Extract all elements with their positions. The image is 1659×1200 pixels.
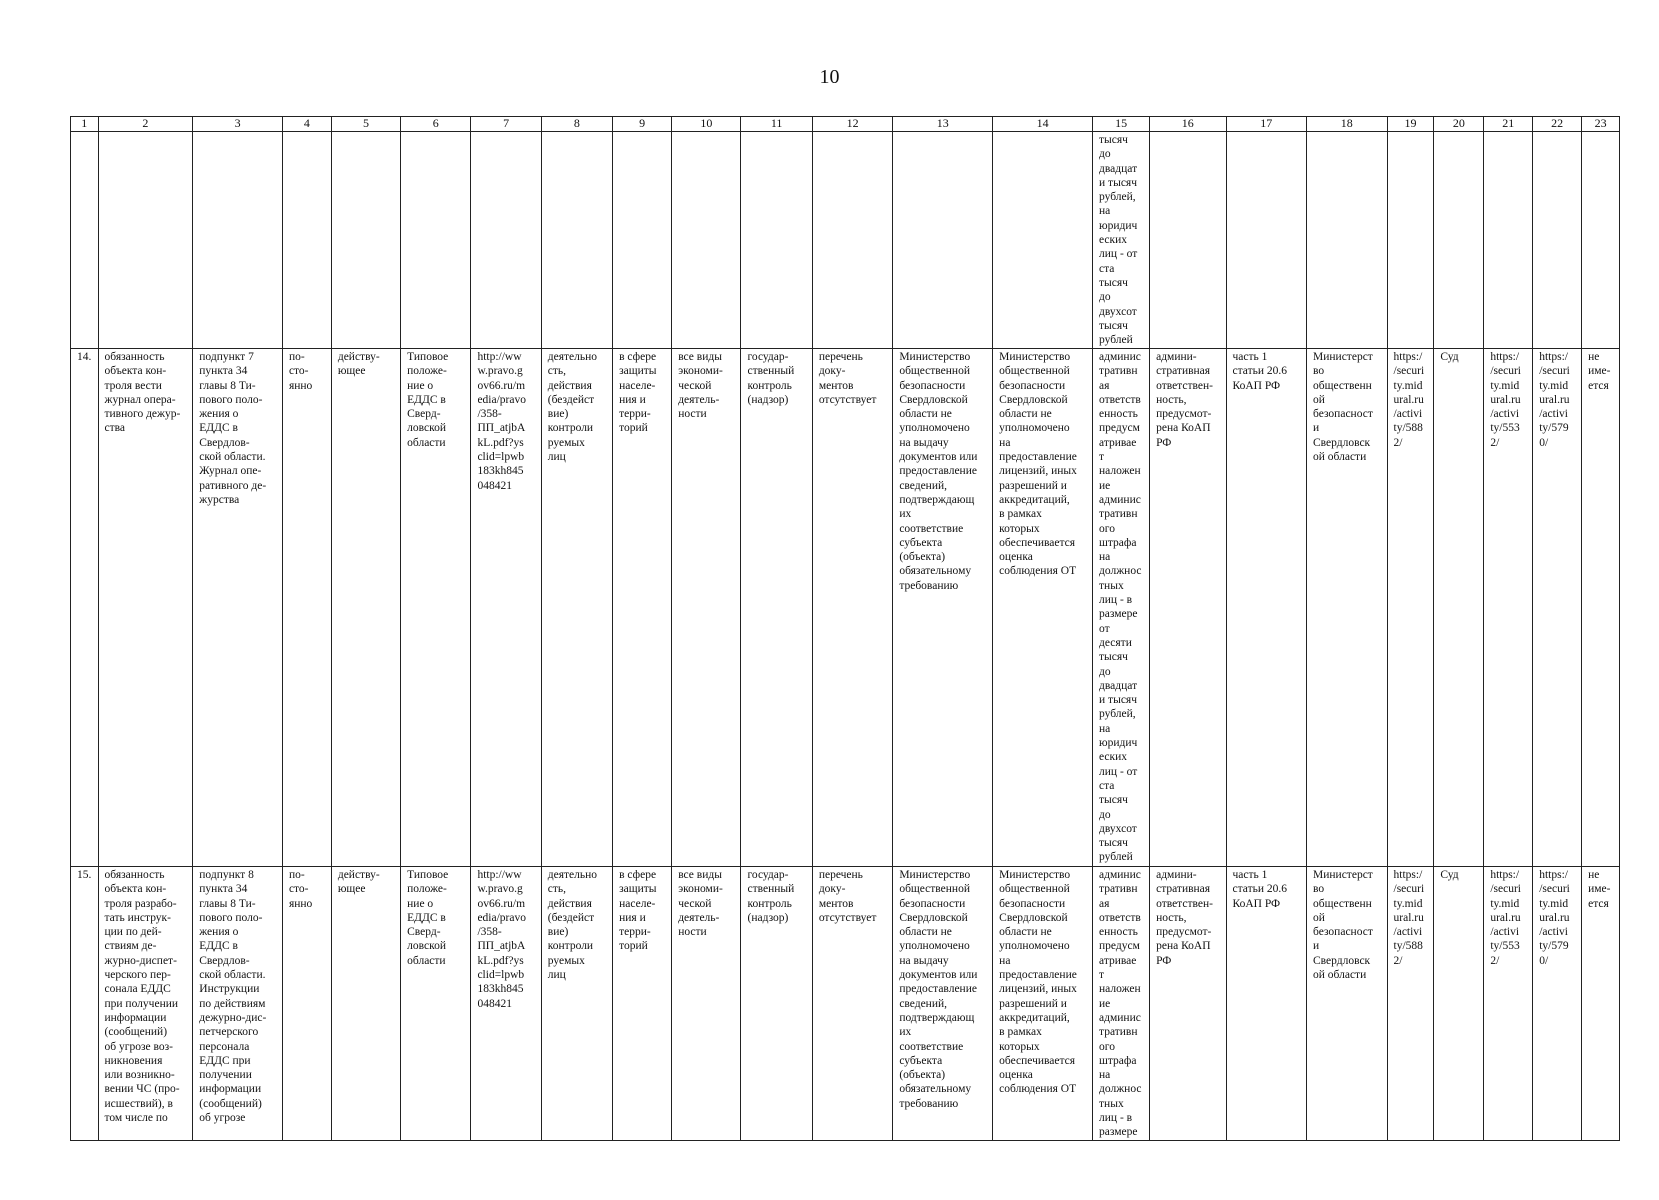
penalty-cell (1093, 867, 1150, 1141)
column-number: 19 (1387, 117, 1434, 132)
column-number-row (71, 117, 1620, 132)
table-cell (1387, 132, 1434, 349)
table-cell (282, 132, 331, 349)
table-cell (1150, 132, 1226, 349)
table-cell (893, 132, 993, 349)
court-cell (1434, 349, 1484, 867)
column-number: 8 (541, 117, 612, 132)
note-cell (1582, 867, 1620, 1141)
row-number-text: 14. (77, 351, 92, 363)
table-cell (71, 132, 99, 349)
penalty-text: тысяч до двадцат и тысяч рублей, на юридич еских лиц - от ста тысяч до двухсот тысяч рублей (1099, 134, 1138, 347)
row-number-text: 15. (77, 869, 92, 881)
table-cell (541, 132, 612, 349)
liability-text: админи- стративная ответствен- ность, предусмот- рена КоАП РФ (1156, 351, 1213, 449)
control-type-text: государ- ственный контроль (надзор) (747, 351, 795, 406)
table-cell (1582, 132, 1620, 349)
table-cell (1533, 132, 1582, 349)
table-cell (1093, 132, 1150, 349)
authority-cell (1307, 349, 1388, 867)
column-number: 15 (1093, 117, 1150, 132)
table-cell (1307, 132, 1388, 349)
subject-text: деятельно сть, действия (бездейст вие) контроли руемых лиц (547, 351, 598, 464)
liability-cell (1150, 867, 1226, 1141)
column-number: 1 (71, 117, 99, 132)
penalty-cell (1093, 349, 1150, 867)
link-cell (1387, 349, 1434, 867)
status-cell (331, 867, 400, 1141)
documents-text: перечень доку- ментов отсутствует (818, 351, 877, 406)
licensing-cell (993, 867, 1093, 1141)
documents-cell (812, 867, 893, 1141)
column-number: 5 (331, 117, 400, 132)
authority-text: Министерст во общественн ой безопасност и Свердловск ой области (1313, 869, 1373, 982)
table-row (71, 867, 1620, 1141)
periodicity-text: по- сто- янно (288, 869, 313, 910)
column-number: 7 (471, 117, 541, 132)
control-type-cell (741, 867, 812, 1141)
page-number: 10 (819, 66, 840, 88)
table-cell (471, 132, 541, 349)
column-number: 12 (812, 117, 893, 132)
guidance-link[interactable]: https:/ /securi ty.mid ural.ru /activi ty/588 2/ (1393, 351, 1425, 449)
table-cell (741, 132, 812, 349)
table-cell (812, 132, 893, 349)
column-number: 18 (1307, 117, 1388, 132)
column-number: 10 (672, 117, 741, 132)
table-cell (98, 132, 193, 349)
legal-reference-cell (193, 867, 283, 1141)
requirement-text: обязанность объекта кон- троля разрабо- тать инструк- ции по дей- ствиям де- журно-диспет- черского пер- сонала ЕДДС при получении информации (сообщений) об угрозе воз- никновения или возникно- вении ЧС (про- исшествий), в том числе по (104, 869, 180, 1125)
article-cell (1226, 349, 1307, 867)
court-cell (1434, 867, 1484, 1141)
penalty-text: админис тративн ая ответств енность предусм атривае т наложен ие админис тративн ого штрафа на должнос тных лиц - в размере от десяти тысяч до двадцат и тысяч рублей, на юридич еских лиц - от ста тысяч до двухсот тысяч рублей (1099, 351, 1142, 864)
column-number: 16 (1150, 117, 1226, 132)
liability-cell (1150, 349, 1226, 867)
table-cell (1434, 132, 1484, 349)
act-name-cell (401, 349, 471, 867)
guidance-link[interactable]: https:/ /securi ty.mid ural.ru /activi ty/579 0/ (1539, 351, 1570, 449)
note-text: не име- ется (1588, 869, 1611, 910)
continuation-row (71, 132, 1620, 349)
article-text: часть 1 статьи 20.6 КоАП РФ (1232, 869, 1288, 910)
periodicity-text: по- сто- янно (288, 351, 313, 392)
table-cell (1226, 132, 1307, 349)
authority-cell (1307, 867, 1388, 1141)
column-number: 23 (1582, 117, 1620, 132)
confirmation-cell (893, 867, 993, 1141)
article-cell (1226, 867, 1307, 1141)
column-number: 14 (993, 117, 1093, 132)
activity-text: все виды экономи- ческой деятель- ности (678, 351, 723, 421)
act-link[interactable]: http://ww w.pravo.g ov66.ru/m edia/pravo /358- ПП_atjbA kL.pdf?ys clid=lpwb 183kh845 048421 (477, 869, 526, 1010)
licensing-cell (993, 349, 1093, 867)
note-text: не име- ется (1588, 351, 1611, 392)
court-text: Суд (1440, 869, 1459, 881)
requirement-cell (98, 349, 193, 867)
licensing-text: Министерство общественной безопасности Свердловской области не уполномочено на предоставление лицензий, иных разрешений и аккредитаций, в рамках которых обеспечивается оценка соблюдения ОТ (999, 869, 1077, 1096)
column-number: 9 (613, 117, 672, 132)
link-cell (1484, 349, 1533, 867)
licensing-text: Министерство общественной безопасности Свердловской области не уполномочено на предоставление лицензий, иных разрешений и аккредитаций, в рамках которых обеспечивается оценка соблюдения ОТ (999, 351, 1077, 578)
article-text: часть 1 статьи 20.6 КоАП РФ (1232, 351, 1288, 392)
column-number: 6 (401, 117, 471, 132)
liability-text: админи- стративная ответствен- ность, предусмот- рена КоАП РФ (1156, 869, 1213, 967)
periodicity-cell (282, 867, 331, 1141)
subject-text: деятельно сть, действия (бездейст вие) контроли руемых лиц (547, 869, 598, 982)
sphere-text: в сфере защиты населе- ния и терри- торий (619, 351, 657, 435)
column-number: 4 (282, 117, 331, 132)
act-link-cell (471, 867, 541, 1141)
status-cell (331, 349, 400, 867)
note-cell (1582, 349, 1620, 867)
legal-reference-cell (193, 349, 283, 867)
guidance-link[interactable]: https:/ /securi ty.mid ural.ru /activi ty/579 0/ (1539, 869, 1570, 967)
table-cell (993, 132, 1093, 349)
activity-cell (672, 867, 741, 1141)
table-cell (331, 132, 400, 349)
table-row (71, 349, 1620, 867)
guidance-link[interactable]: https:/ /securi ty.mid ural.ru /activi ty/553 2/ (1490, 351, 1521, 449)
row-number (71, 867, 99, 1141)
legal-reference-text: подпункт 7 пункта 34 главы 8 Ти- пового поло- жения о ЕДДС в Свердлов- ской области. Журнал опе- ративного де- журства (199, 351, 267, 506)
subject-cell (541, 349, 612, 867)
column-number: 22 (1533, 117, 1582, 132)
link-cell (1533, 349, 1582, 867)
table-cell (613, 132, 672, 349)
column-number: 13 (893, 117, 993, 132)
guidance-link[interactable]: https:/ /securi ty.mid ural.ru /activi ty/588 2/ (1393, 869, 1425, 967)
activity-cell (672, 349, 741, 867)
link-cell (1533, 867, 1582, 1141)
subject-cell (541, 867, 612, 1141)
confirmation-text: Министерство общественной безопасности Свердловской области не уполномочено на выдачу документов или предоставление сведений, подтверждающ их соответствие субъекта (объекта) обязательному требованию (899, 351, 978, 592)
column-number: 17 (1226, 117, 1307, 132)
act-name-text: Типовое положе- ние о ЕДДС в Сверд- ловской области (407, 351, 449, 449)
table-cell (672, 132, 741, 349)
column-number: 11 (741, 117, 812, 132)
table-cell (1484, 132, 1533, 349)
control-type-text: государ- ственный контроль (надзор) (747, 869, 795, 924)
penalty-text: админис тративн ая ответств енность предусм атривае т наложен ие админис тративн ого штрафа на должнос тных лиц - в размере (1099, 869, 1142, 1139)
table-cell (193, 132, 283, 349)
control-type-cell (741, 349, 812, 867)
sphere-text: в сфере защиты населе- ния и терри- торий (619, 869, 657, 953)
activity-text: все виды экономи- ческой деятель- ности (678, 869, 723, 939)
guidance-link[interactable]: https:/ /securi ty.mid ural.ru /activi ty/553 2/ (1490, 869, 1521, 967)
act-name-cell (401, 867, 471, 1141)
legal-reference-text: подпункт 8 пункта 34 главы 8 Ти- пового поло- жения о ЕДДС в Свердлов- ской области. Инструкции по действиям дежурно-дис- петчерского персонала ЕДДС при получении информации (сообщений) об угрозе (199, 869, 267, 1125)
row-number (71, 349, 99, 867)
authority-text: Министерст во общественн ой безопасност и Свердловск ой области (1313, 351, 1373, 464)
act-link[interactable]: http://ww w.pravo.g ov66.ru/m edia/pravo /358- ПП_atjbA kL.pdf?ys clid=lpwb 183kh845 048421 (477, 351, 526, 492)
column-number: 21 (1484, 117, 1533, 132)
status-text: действу- ющее (337, 351, 380, 378)
status-text: действу- ющее (337, 869, 380, 896)
column-number: 2 (98, 117, 193, 132)
sphere-cell (613, 867, 672, 1141)
confirmation-text: Министерство общественной безопасности Свердловской области не уполномочено на выдачу документов или предоставление сведений, подтверждающ их соответствие субъекта (объекта) обязательному требованию (899, 869, 978, 1110)
link-cell (1387, 867, 1434, 1141)
sphere-cell (613, 349, 672, 867)
requirement-cell (98, 867, 193, 1141)
documents-text: перечень доку- ментов отсутствует (818, 869, 877, 924)
act-name-text: Типовое положе- ние о ЕДДС в Сверд- ловской области (407, 869, 449, 967)
column-number: 3 (193, 117, 283, 132)
periodicity-cell (282, 349, 331, 867)
documents-cell (812, 349, 893, 867)
confirmation-cell (893, 349, 993, 867)
table-cell (401, 132, 471, 349)
column-number: 20 (1434, 117, 1484, 132)
act-link-cell (471, 349, 541, 867)
requirement-text: обязанность объекта кон- троля вести журнал опера- тивного дежур- ства (104, 351, 181, 435)
register-table (70, 116, 1620, 1141)
link-cell (1484, 867, 1533, 1141)
court-text: Суд (1440, 351, 1459, 363)
